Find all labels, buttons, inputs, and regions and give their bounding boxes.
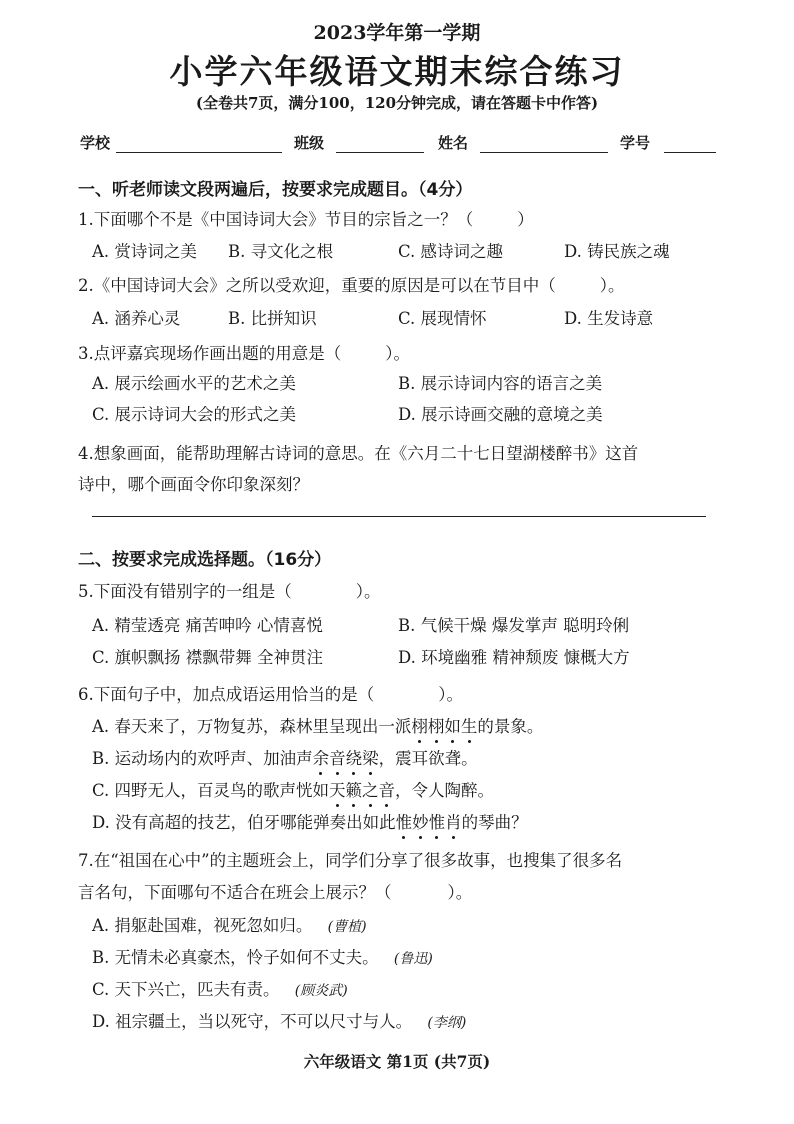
q6-c-text-end: ，令人陶醉。 [395, 781, 495, 800]
q6-option-c[interactable] [92, 777, 494, 801]
student-number-field[interactable] [664, 152, 716, 153]
q1-option-d[interactable]: D. 铸民族之魂 [564, 242, 670, 261]
question-4-line-2: 诗中，哪个画面令你印象深刻？ [78, 475, 309, 494]
q6-a-text-end: 的景象。 [477, 717, 544, 736]
q6-c-text: C. 四野无人，百灵鸟的歌声恍如 [92, 781, 330, 800]
question-1-stem: 1.下面哪个不是《中国诗词大会》节目的宗旨之一？（ [78, 210, 474, 229]
q7-option-a[interactable] [92, 912, 367, 936]
q6-option-d[interactable] [92, 809, 528, 833]
q2-option-b[interactable]: B. 比拼知识 [228, 309, 317, 328]
q3-option-b[interactable]: B. 展示诗词内容的语言之美 [398, 374, 603, 393]
dotted-char: 绕 [346, 745, 363, 769]
dotted-char: 籁 [346, 777, 363, 801]
q7-option-b[interactable] [92, 944, 433, 968]
school-year: 2023学年第一学期 [313, 22, 481, 44]
student-number-label: 学号 [620, 134, 651, 152]
dotted-char: 栩 [411, 713, 428, 737]
school-label: 学校 [80, 134, 111, 152]
question-7-line-1: 7.在“祖国在心中”的主题班会上，同学们分享了很多故事，也搜集了很多名 [78, 851, 623, 870]
section-2-title: 二、按要求完成选择题。（16分） [78, 550, 332, 570]
q7-b-source: (鲁迅) [393, 951, 433, 967]
q5-option-d[interactable]: D. 环境幽雅 精神颓废 慷概大方 [398, 648, 630, 667]
dotted-char: 音 [329, 745, 346, 769]
dotted-char: 生 [461, 713, 478, 737]
question-6 [78, 681, 463, 705]
name-label: 姓名 [438, 134, 469, 152]
question-5-stem: 5.下面没有错别字的一组是（ [78, 582, 292, 601]
q7-c-text: C. 天下兴亡，匹夫有责。 [92, 980, 280, 999]
q7-d-source: (李纲) [427, 1015, 467, 1031]
q3-option-a[interactable]: A. 展示绘画水平的艺术之美 [92, 374, 296, 393]
section-1-title: 一、听老师读文段两遍后，按要求完成题目。（4分） [78, 180, 473, 200]
dotted-char: 音 [379, 777, 396, 801]
question-3-stem: 3.点评嘉宾现场作画出题的用意是（ [78, 344, 342, 363]
q7-a-text: A. 捐躯赴国难，视死忽如归。 [92, 916, 313, 935]
page-title: 小学六年级语文期末综合练习 [169, 52, 625, 91]
class-field[interactable] [336, 152, 424, 153]
dotted-char: 之 [362, 777, 379, 801]
dotted-char: 栩 [428, 713, 445, 737]
question-5 [78, 578, 381, 602]
q1-option-c[interactable]: C. 感诗词之趣 [398, 242, 504, 261]
q7-option-d[interactable] [92, 1008, 466, 1032]
q6-option-b[interactable] [92, 745, 478, 769]
question-4-line-1: 4.想象画面，能帮助理解古诗词的意思。在《六月二十七日望湖楼醉书》这首 [78, 444, 639, 463]
question-2-stem: 2.《中国诗词大会》之所以受欢迎，重要的原因是可以在节目中（ [78, 276, 556, 295]
question-7-stem-end: ）。 [447, 883, 473, 902]
q1-option-b[interactable]: B. 寻文化之根 [228, 242, 334, 261]
q5-option-b[interactable]: B. 气候干燥 爆发掌声 聪明玲俐 [398, 616, 630, 635]
q7-d-text: D. 祖宗疆土，当以死守，不可以尺寸与人。 [92, 1012, 413, 1031]
q6-d-text-end: 的琴曲？ [461, 813, 528, 832]
dotted-char: 余 [313, 745, 330, 769]
q2-option-d[interactable]: D. 生发诗意 [564, 309, 654, 328]
question-2 [78, 272, 625, 296]
q7-option-c[interactable] [92, 976, 348, 1000]
question-7-line-2 [78, 879, 472, 903]
q5-option-c[interactable]: C. 旗帜飘扬 襟飘带舞 全神贯注 [92, 648, 324, 667]
q7-a-source: (曹植) [327, 919, 367, 935]
student-info-row [80, 132, 720, 158]
q7-c-source: (顾炎武) [294, 983, 348, 999]
page-footer: 六年级语文 第1页 (共7页) [303, 1052, 491, 1071]
dotted-char: 妙 [412, 809, 429, 833]
q5-option-a[interactable]: A. 精莹透亮 痛苦呻吟 心情喜悦 [92, 616, 323, 635]
question-3 [78, 340, 410, 364]
question-5-stem-end: ）。 [355, 582, 381, 601]
q6-a-text: A. 春天来了，万物复苏，森林里呈现出一派 [92, 717, 412, 736]
question-6-stem: 6.下面句子中，加点成语运用恰当的是（ [78, 685, 375, 704]
question-1 [78, 206, 534, 230]
q2-option-a[interactable]: A. 涵养心灵 [92, 309, 181, 328]
q2-option-c[interactable]: C. 展现情怀 [398, 309, 487, 328]
question-3-stem-end: ）。 [385, 344, 410, 363]
dotted-char: 梁 [362, 745, 379, 769]
question-7-stem: 言名句，下面哪句不适合在班会上展示？（ [78, 883, 392, 902]
q6-b-text: B. 运动场内的欢呼声、加油声 [92, 749, 313, 768]
question-6-stem-end: ）。 [438, 685, 463, 704]
question-1-stem-end: ） [517, 210, 534, 229]
dotted-char: 如 [444, 713, 461, 737]
dotted-char: 天 [329, 777, 346, 801]
q1-option-a[interactable]: A. 赏诗词之美 [92, 242, 197, 261]
dotted-char: 惟 [429, 809, 446, 833]
school-field[interactable] [116, 152, 282, 153]
exam-instructions: (全卷共7页，满分100，120分钟完成，请在答题卡中作答) [195, 94, 599, 112]
answer-line-4[interactable] [92, 516, 706, 517]
class-label: 班级 [294, 134, 325, 152]
q3-option-c[interactable]: C. 展示诗词大会的形式之美 [92, 405, 297, 424]
q3-option-d[interactable]: D. 展示诗画交融的意境之美 [398, 405, 603, 424]
q6-b-text-end: ，震耳欲聋。 [378, 749, 478, 768]
dotted-char: 肖 [445, 809, 462, 833]
dotted-char: 惟 [396, 809, 413, 833]
q6-option-a[interactable] [92, 713, 543, 737]
q6-d-text: D. 没有高超的技艺，伯牙哪能弹奏出如此 [92, 813, 396, 832]
name-field[interactable] [480, 152, 608, 153]
question-2-stem-end: ）。 [599, 276, 625, 295]
q7-b-text: B. 无情未必真豪杰，怜子如何不丈夫。 [92, 948, 379, 967]
